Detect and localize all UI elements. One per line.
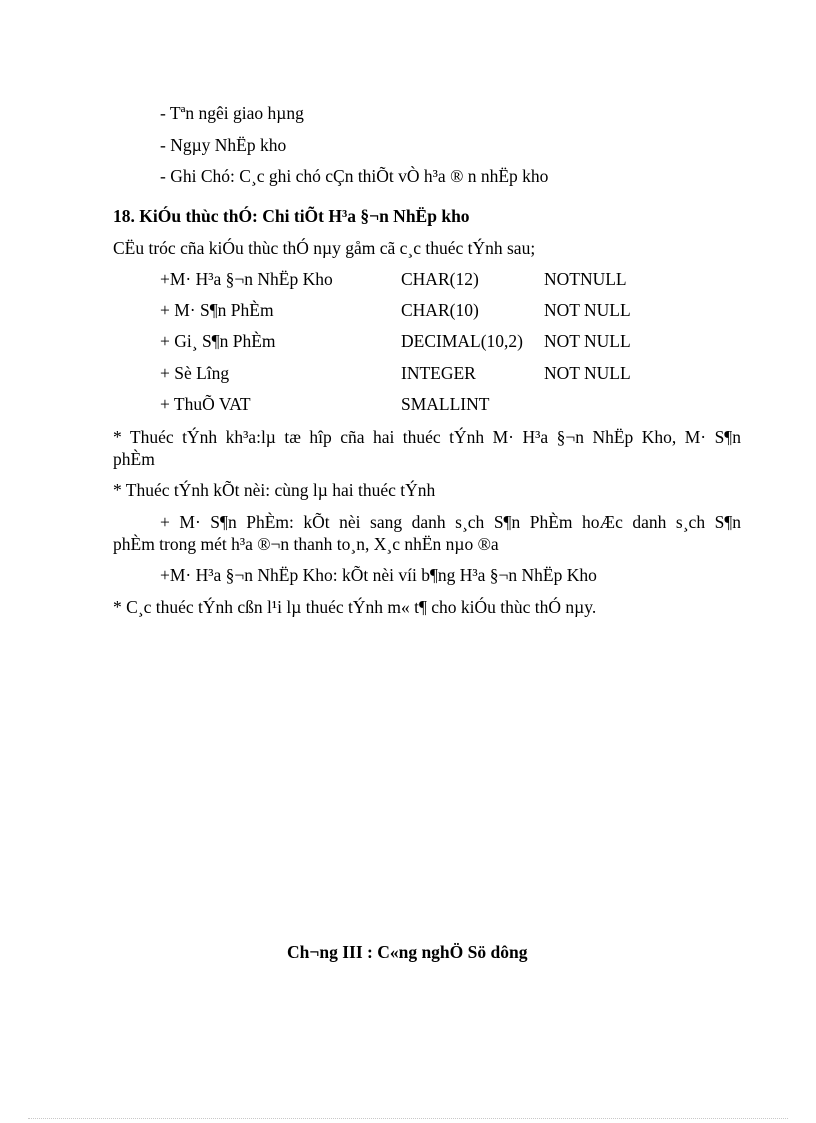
remaining-attributes-note: * C¸c thuéc tÝnh cßn l¹i lµ thuéc tÝnh m« t¶ cho kiÓu thùc thÓ nµy. xyxy=(113,597,597,617)
bullet-notes: - Ghi Chó: C¸c ghi chó cÇn thiÕt vÒ h³a ® n nhËp kho xyxy=(160,166,549,186)
attribute-name: +M· H³a §¬n NhËp Kho xyxy=(160,269,333,289)
attribute-name: + ThuÕ VAT xyxy=(160,394,251,414)
section-intro: CËu tróc cña kiÓu thùc thÓ nµy gåm cã c¸c thuéc tÝnh sau; xyxy=(113,238,536,258)
page-bottom-rule xyxy=(28,1118,788,1119)
attribute-constraint: NOT NULL xyxy=(544,331,631,351)
foreign-key-note: * Thuéc tÝnh kÕt nèi: cùng lµ hai thuéc tÝnh xyxy=(113,480,436,500)
section-heading: 18. KiÓu thùc thÓ: Chi tiÕt H³a §¬n NhËp kho xyxy=(113,206,470,226)
attribute-type: DECIMAL(10,2) xyxy=(401,331,523,351)
attribute-name: + Sè Lîng xyxy=(160,363,230,383)
bullet-import-date: - Ngµy NhËp kho xyxy=(160,135,287,155)
primary-key-note: * Thuéc tÝnh kh³a:lµ tæ hîp cña hai thuéc tÝnh M· H³a §¬n NhËp Kho, M· S¶n xyxy=(113,427,741,447)
attribute-type: SMALLINT xyxy=(401,394,490,414)
foreign-key-product-continued: phÈm trong mét h³a ®¬n thanh to¸n, X¸c nhËn nµo ®a xyxy=(113,534,499,554)
chapter-title: Ch¬ng III : C«ng nghÖ Sö dông xyxy=(287,942,528,962)
primary-key-note-continued: phÈm xyxy=(113,449,155,469)
attribute-type: CHAR(12) xyxy=(401,269,479,289)
attribute-constraint: NOT NULL xyxy=(544,300,631,320)
attribute-constraint: NOTNULL xyxy=(544,269,627,289)
attribute-type: CHAR(10) xyxy=(401,300,479,320)
attribute-constraint: NOT NULL xyxy=(544,363,631,383)
attribute-name: + Gi¸ S¶n PhÈm xyxy=(160,331,276,351)
foreign-key-product: + M· S¶n PhÈm: kÕt nèi sang danh s¸ch S¶n PhÈm hoÆc danh s¸ch S¶n xyxy=(160,512,741,532)
foreign-key-invoice: +M· H³a §¬n NhËp Kho: kÕt nèi víi b¶ng H³a §¬n NhËp Kho xyxy=(160,565,597,585)
bullet-customer-name: - Tªn ngêi giao hµng xyxy=(160,103,304,123)
attribute-name: + M· S¶n PhÈm xyxy=(160,300,274,320)
attribute-type: INTEGER xyxy=(401,363,476,383)
